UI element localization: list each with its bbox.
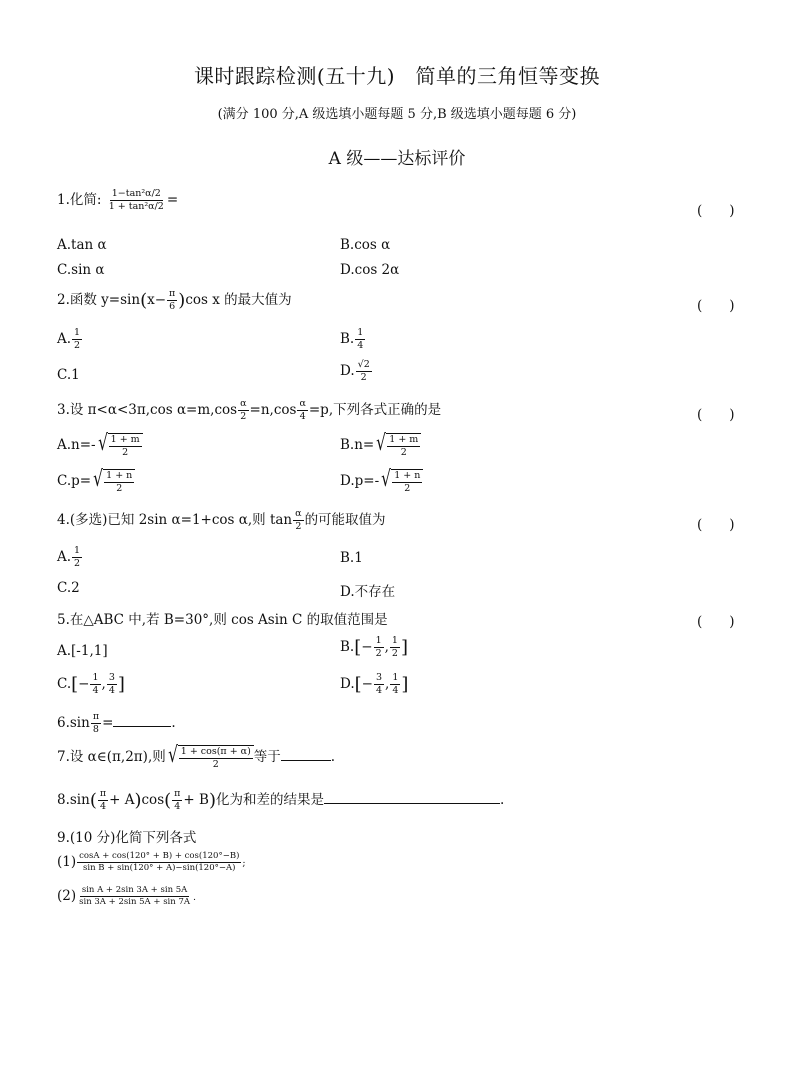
- q1-option-d[interactable]: D.cos 2α: [340, 262, 400, 278]
- q6-answer-blank[interactable]: [113, 726, 171, 727]
- question-1: 1.化简: $\frac{\text{1−tan²α/2}}{\text{1 + tan²α/2}}$ =: [57, 188, 179, 212]
- answer-bracket-2[interactable]: ( ): [697, 298, 735, 314]
- answer-bracket-4[interactable]: ( ): [697, 517, 735, 533]
- q2-option-a[interactable]: A. $\frac{1}{2}$: [57, 327, 81, 351]
- q5-option-a[interactable]: A.[-1,1]: [57, 643, 108, 659]
- question-9-part-1: (1) $\frac{\cos A + \cos(120^\circ + B) + \cos(120^\circ-B)}{\text{sin B + sin(120° + A)−sin(120°−A)}}$ ;: [57, 851, 246, 873]
- q3-option-d[interactable]: D.p=- √ $\frac{1 + n}{2}$: [340, 469, 423, 494]
- question-9: 9.(10 分)化简下列各式: [57, 830, 197, 846]
- question-8: 8.sin( $\frac{\pi}{4}$ + A)cos( $\frac{\pi}{4}$ + B)化为和差的结果是 .: [57, 788, 505, 812]
- section-heading: A 级——达标评价: [328, 149, 466, 169]
- q8-answer-blank[interactable]: [324, 803, 500, 804]
- question-2: 2.函数 y=sin(x− $\frac{\pi}{6}$ )cos x 的最大值为: [57, 288, 292, 312]
- q1-fraction: $\frac{\text{1−tan²α/2}}{\text{1 + tan²α/2}}$: [108, 188, 164, 212]
- answer-bracket-3[interactable]: ( ): [697, 407, 735, 423]
- q4-option-c[interactable]: C.2: [57, 580, 80, 596]
- answer-bracket-5[interactable]: ( ): [697, 614, 735, 630]
- question-6: 6.sin $\frac{\pi}{8}$ = .: [57, 711, 176, 735]
- q4-option-a[interactable]: A. $\frac{1}{2}$: [57, 545, 81, 569]
- q1-option-b[interactable]: B.cos α: [340, 237, 391, 253]
- q5-option-c[interactable]: C.[− $\frac{1}{4}$ , $\frac{3}{4}$ ]: [57, 672, 125, 696]
- q3-option-c[interactable]: C.p= √ $\frac{1 + n}{2}$: [57, 469, 135, 494]
- q4-option-d[interactable]: D.不存在: [340, 584, 396, 600]
- question-9-part-2: (2) $\frac{\text{sin A + 2sin 3A + sin 5A}}{\sin 3A + 2\sin 5A + \sin 7A}$ .: [57, 885, 197, 907]
- q2-option-b[interactable]: B. $\frac{1}{4}$: [340, 327, 364, 351]
- page-title: 课时跟踪检测(五十九) 简单的三角恒等变换: [193, 64, 601, 88]
- question-3: 3.设 π<α<3π,cos α=m,cos $\frac{\alpha}{2}$ =n,cos $\frac{\alpha}{4}$ =p,下列各式正确的是: [57, 398, 442, 422]
- question-4: 4.(多选)已知 2sin α=1+cos α,则 tan $\frac{\alpha}{2}$ 的可能取值为: [57, 508, 386, 532]
- q7-answer-blank[interactable]: [281, 760, 331, 761]
- q5-option-d[interactable]: D.[− $\frac{3}{4}$ , $\frac{1}{4}$ ]: [340, 672, 409, 696]
- q3-option-a[interactable]: A.n=- √ $\frac{1 + m}{2}$: [57, 433, 143, 458]
- answer-bracket-1[interactable]: ( ): [697, 203, 735, 219]
- q2-option-d[interactable]: D. $\frac{√2}{2}$: [340, 359, 370, 383]
- question-7: 7.设 α∈(π,2π),则 √ $\frac{1 + \cos(\pi + \alpha)}{2}$ 等于 .: [57, 743, 336, 770]
- q1-option-a[interactable]: A.tan α: [57, 237, 107, 253]
- q2-option-c[interactable]: C.1: [57, 367, 80, 383]
- q3-option-b[interactable]: B.n= √ $\frac{1 + m}{2}$: [340, 433, 421, 458]
- q4-option-b[interactable]: B.1: [340, 550, 363, 566]
- question-5: 5.在△ABC 中,若 B=30°,则 cos Asin C 的取值范围是: [57, 612, 388, 628]
- scoring-note: (满分 100 分,A 级选填小题每题 5 分,B 级选填小题每题 6 分): [217, 107, 577, 122]
- q5-option-b[interactable]: B.[− $\frac{1}{2}$ , $\frac{1}{2}$ ]: [340, 635, 408, 659]
- q1-option-c[interactable]: C.sin α: [57, 262, 105, 278]
